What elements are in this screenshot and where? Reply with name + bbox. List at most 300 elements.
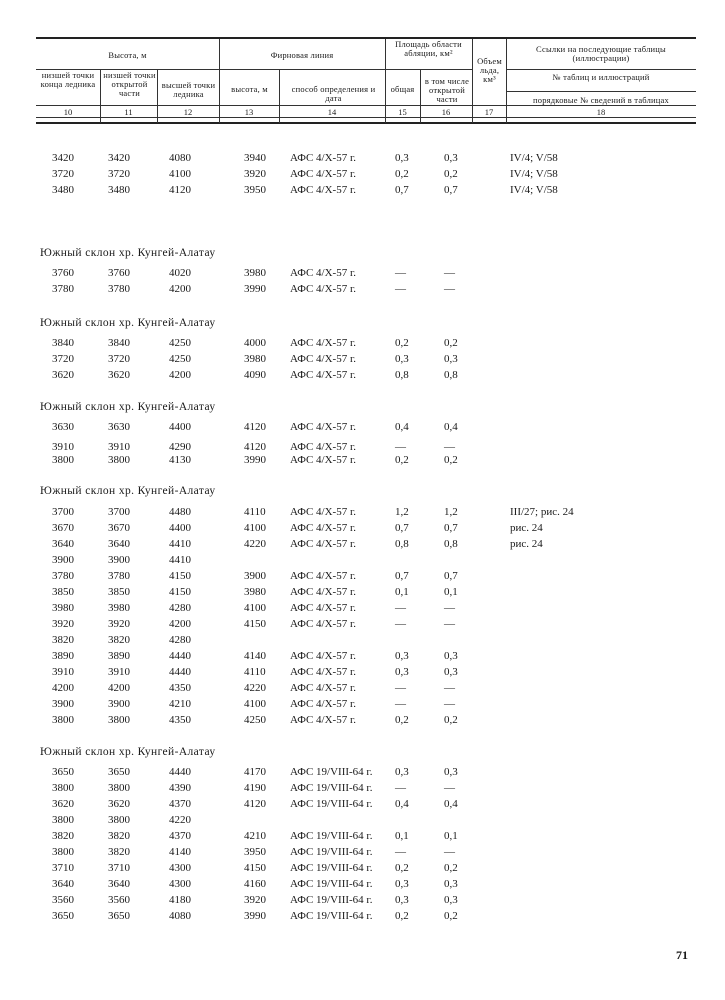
cell-c11: 3980 [108,602,130,614]
header-numbers-rule [36,117,696,118]
cell-c12: 4140 [169,846,191,858]
table-header [36,37,696,133]
cell-c13: 4220 [244,538,266,550]
cell-c10: 3650 [52,910,74,922]
table-row [0,781,725,796]
header-bottom-rule [36,122,696,124]
firn-group-rule [219,69,385,70]
cell-c11: 3670 [108,522,130,534]
table-row [0,845,725,860]
cell-c10: 3700 [52,506,74,518]
cell-c10: 3800 [52,814,74,826]
table-row [0,633,725,648]
cell-c12: 4390 [169,782,191,794]
cell-c16: 0,7 [444,184,458,196]
cell-c15: — [395,283,406,295]
cell-c14: АФС 4/X-57 г. [290,682,356,694]
table-row [0,453,725,468]
cell-c13: 3990 [244,283,266,295]
cell-c11: 3720 [108,353,130,365]
cell-c12: 4280 [169,602,191,614]
cell-c11: 3840 [108,337,130,349]
cell-c13: 3950 [244,184,266,196]
cell-c12: 4180 [169,894,191,906]
cell-c13: 3990 [244,910,266,922]
cell-c14: АФС 4/X-57 г. [290,618,356,630]
cell-c11: 3760 [108,267,130,279]
cell-c10: 3640 [52,538,74,550]
cell-c12: 4250 [169,353,191,365]
cell-c12: 4250 [169,337,191,349]
section-heading: Южный склон хр. Кунгей-Алатау [40,485,216,497]
cell-c11: 3780 [108,283,130,295]
cell-c15: 0,8 [395,369,409,381]
cell-c18: рис. 24 [510,538,543,550]
cell-c13: 3920 [244,168,266,180]
cell-c16: 0,2 [444,454,458,466]
cell-c12: 4120 [169,184,191,196]
cell-c12: 4020 [169,267,191,279]
cell-c16: 0,3 [444,878,458,890]
cell-c11: 3780 [108,570,130,582]
cell-c14: АФС 19/VIII-64 г. [290,910,373,922]
table-row [0,537,725,552]
cell-c13: 4100 [244,698,266,710]
cell-c15: 0,3 [395,766,409,778]
cell-c16: 0,2 [444,337,458,349]
cell-c10: 3840 [52,337,74,349]
cell-c12: 4200 [169,283,191,295]
cell-c15: 0,2 [395,862,409,874]
cell-c10: 3480 [52,184,74,196]
cell-c11: 3710 [108,862,130,874]
table-row [0,713,725,728]
cell-c14: АФС 19/VIII-64 г. [290,846,373,858]
table-row [0,797,725,812]
cell-c12: 4150 [169,586,191,598]
cell-c14: АФС 19/VIII-64 г. [290,766,373,778]
section-heading: Южный склон хр. Кунгей-Алатау [40,247,216,259]
col-number: 11 [124,107,133,117]
cell-c11: 3920 [108,618,130,630]
cell-c13: 4170 [244,766,266,778]
table-row [0,665,725,680]
cell-c14: АФС 4/X-57 г. [290,267,356,279]
cell-c16: 0,1 [444,830,458,842]
cell-c15: 0,7 [395,570,409,582]
cell-c12: 4400 [169,421,191,433]
table-row [0,183,725,198]
cell-c12: 4100 [169,168,191,180]
cell-c11: 3650 [108,910,130,922]
section-heading: Южный склон хр. Кунгей-Алатау [40,401,216,413]
cell-c12: 4290 [169,441,191,453]
cell-c13: 3990 [244,454,266,466]
table-row [0,877,725,892]
refs-sub2-label: порядковые № сведений в таблицах [533,95,669,105]
cell-c14: АФС 4/X-57 г. [290,506,356,518]
cell-c16: — [444,283,455,295]
cell-c13: 4140 [244,650,266,662]
group-firn-label: Фирновая линия [270,50,334,60]
cell-c11: 3800 [108,454,130,466]
cell-c12: 4410 [169,538,191,550]
cell-c10: 3710 [52,862,74,874]
group-refs-label: Ссылки на последующие таблицы (иллюстрации) [536,44,666,63]
cell-c15: 0,3 [395,878,409,890]
cell-c13: 3940 [244,152,266,164]
cell-c10: 3850 [52,586,74,598]
cell-c13: 4110 [244,506,266,518]
cell-c14: АФС 4/X-57 г. [290,152,356,164]
cell-c14: АФС 4/X-57 г. [290,441,356,453]
cell-c16: 0,3 [444,894,458,906]
cell-c13: 4150 [244,618,266,630]
table-row [0,697,725,712]
cell-c11: 3640 [108,878,130,890]
cell-c10: 3720 [52,353,74,365]
cell-c18: IV/4; V/58 [510,168,558,180]
cell-c14: АФС 4/X-57 г. [290,602,356,614]
table-row [0,553,725,568]
cell-c11: 4200 [108,682,130,694]
table-row [0,167,725,182]
cell-c12: 4200 [169,369,191,381]
col-number: 18 [596,107,606,117]
cell-c15: 0,3 [395,666,409,678]
col-number: 13 [244,107,254,117]
cell-c15: 0,2 [395,168,409,180]
cell-c12: 4220 [169,814,191,826]
cell-c11: 3910 [108,666,130,678]
cell-c16: — [444,441,455,453]
cell-c14: АФС 4/X-57 г. [290,337,356,349]
cell-c10: 3900 [52,698,74,710]
cell-c14: АФС 4/X-57 г. [290,650,356,662]
table-row [0,681,725,696]
cell-c12: 4130 [169,454,191,466]
cell-c10: 3650 [52,766,74,778]
cell-c12: 4350 [169,682,191,694]
table-row [0,765,725,780]
refs-sub-rule [506,91,696,92]
cell-c10: 3630 [52,421,74,433]
cell-c13: 3980 [244,267,266,279]
table-row [0,861,725,876]
page-number: 71 [676,948,688,962]
cell-c14: АФС 4/X-57 г. [290,522,356,534]
group-area-label: Площадь области абляции, км² [395,39,462,58]
cell-c11: 3900 [108,698,130,710]
cell-c15: 0,2 [395,714,409,726]
cell-c16: — [444,782,455,794]
cell-c10: 3800 [52,846,74,858]
table-row [0,909,725,924]
cell-c12: 4370 [169,830,191,842]
cell-c13: 4160 [244,878,266,890]
cell-c10: 3820 [52,634,74,646]
cell-c16: 0,2 [444,168,458,180]
cell-c10: 3760 [52,267,74,279]
cell-c15: — [395,267,406,279]
cell-c10: 3620 [52,369,74,381]
table-row [0,282,725,297]
cell-c14: АФС 4/X-57 г. [290,454,356,466]
cell-c12: 4150 [169,570,191,582]
cell-c14: АФС 4/X-57 г. [290,714,356,726]
cell-c11: 3620 [108,798,130,810]
cell-c13: 3950 [244,846,266,858]
area-group-rule [385,69,472,70]
cell-c12: 4210 [169,698,191,710]
cell-c12: 4400 [169,522,191,534]
cell-c13: 4190 [244,782,266,794]
header-sub-rule [36,105,696,106]
col-number: 14 [327,107,337,117]
cell-c10: 3420 [52,152,74,164]
cell-c11: 3820 [108,830,130,842]
cell-c13: 3900 [244,570,266,582]
table-row [0,601,725,616]
cell-c10: 3910 [52,666,74,678]
col-h-low-open-label: низшей точки открытой части [103,70,156,98]
cell-c14: АФС 4/X-57 г. [290,666,356,678]
cell-c11: 3640 [108,538,130,550]
cell-c12: 4440 [169,650,191,662]
cell-c16: — [444,618,455,630]
cell-c16: 0,2 [444,862,458,874]
header-top-rule [36,37,696,39]
cell-c10: 3980 [52,602,74,614]
cell-c16: 0,3 [444,353,458,365]
cell-c11: 3700 [108,506,130,518]
cell-c15: — [395,846,406,858]
cell-c16: 0,8 [444,369,458,381]
table-row [0,368,725,383]
cell-c16: 0,3 [444,650,458,662]
cell-c15: 0,8 [395,538,409,550]
cell-c11: 3900 [108,554,130,566]
col-firn-method-label: способ определения и дата [291,84,376,103]
cell-c13: 4150 [244,862,266,874]
cell-c15: — [395,602,406,614]
cell-c14: АФС 4/X-57 г. [290,421,356,433]
cell-c10: 3800 [52,782,74,794]
cell-c18: III/27; рис. 24 [510,506,574,518]
cell-c16: 0,4 [444,421,458,433]
cell-c15: — [395,698,406,710]
cell-c11: 3560 [108,894,130,906]
cell-c14: АФС 19/VIII-64 г. [290,782,373,794]
cell-c15: 0,7 [395,184,409,196]
cell-c13: 4120 [244,421,266,433]
cell-c14: АФС 19/VIII-64 г. [290,798,373,810]
cell-c12: 4440 [169,766,191,778]
cell-c14: АФС 19/VIII-64 г. [290,878,373,890]
cell-c11: 3650 [108,766,130,778]
cell-c15: 0,4 [395,798,409,810]
cell-c16: — [444,602,455,614]
cell-c11: 3800 [108,782,130,794]
cell-c12: 4350 [169,714,191,726]
cell-c15: 0,4 [395,421,409,433]
table-row [0,569,725,584]
cell-c14: АФС 4/X-57 г. [290,168,356,180]
cell-c15: 0,2 [395,910,409,922]
cell-c11: 3850 [108,586,130,598]
cell-c13: 4100 [244,602,266,614]
cell-c16: 0,3 [444,152,458,164]
cell-c10: 3910 [52,441,74,453]
table-row [0,585,725,600]
table-row [0,336,725,351]
col-area-total-label: общая [390,84,415,94]
cell-c16: 0,3 [444,666,458,678]
cell-c11: 3910 [108,441,130,453]
cell-c10: 3900 [52,554,74,566]
cell-c10: 4200 [52,682,74,694]
cell-c12: 4080 [169,152,191,164]
col-number: 15 [398,107,407,117]
cell-c10: 3720 [52,168,74,180]
cell-c15: 0,3 [395,650,409,662]
cell-c12: 4280 [169,634,191,646]
table-row [0,505,725,520]
group-height-label: Высота, м [108,50,147,60]
cell-c16: 0,8 [444,538,458,550]
cell-c14: АФС 4/X-57 г. [290,369,356,381]
cell-c16: 0,4 [444,798,458,810]
cell-c10: 3780 [52,283,74,295]
cell-c18: IV/4; V/58 [510,152,558,164]
table-row [0,521,725,536]
cell-c11: 3630 [108,421,130,433]
table-row [0,266,725,281]
cell-c10: 3800 [52,714,74,726]
table-row [0,649,725,664]
cell-c10: 3820 [52,830,74,842]
cell-c12: 4300 [169,878,191,890]
section-heading: Южный склон хр. Кунгей-Алатау [40,317,216,329]
cell-c10: 3800 [52,454,74,466]
cell-c13: 4110 [244,666,266,678]
cell-c13: 4220 [244,682,266,694]
refs-sub1-label: № таблиц и иллюстраций [552,72,650,82]
cell-c16: 0,7 [444,570,458,582]
cell-c12: 4080 [169,910,191,922]
cell-c14: АФС 4/X-57 г. [290,586,356,598]
cell-c15: 0,3 [395,353,409,365]
cell-c16: 1,2 [444,506,458,518]
cell-c16: — [444,846,455,858]
cell-c12: 4410 [169,554,191,566]
cell-c14: АФС 19/VIII-64 г. [290,862,373,874]
cell-c13: 4210 [244,830,266,842]
cell-c16: 0,7 [444,522,458,534]
cell-c13: 4090 [244,369,266,381]
cell-c11: 3820 [108,634,130,646]
cell-c13: 3980 [244,586,266,598]
table-row [0,829,725,844]
cell-c18: IV/4; V/58 [510,184,558,196]
cell-c11: 3820 [108,846,130,858]
col-firn-height-label: высота, м [231,84,268,94]
col-area-open-label: в том числе открытой части [424,76,470,104]
table-row [0,352,725,367]
cell-c11: 3420 [108,152,130,164]
cell-c13: 4000 [244,337,266,349]
cell-c13: 3920 [244,894,266,906]
cell-c13: 4100 [244,522,266,534]
cell-c16: — [444,682,455,694]
cell-c15: — [395,618,406,630]
cell-c14: АФС 4/X-57 г. [290,570,356,582]
cell-c14: АФС 4/X-57 г. [290,538,356,550]
cell-c11: 3800 [108,714,130,726]
cell-c11: 3480 [108,184,130,196]
cell-c15: — [395,782,406,794]
cell-c13: 4120 [244,441,266,453]
cell-c15: — [395,682,406,694]
cell-c10: 3780 [52,570,74,582]
cell-c13: 4250 [244,714,266,726]
cell-c14: АФС 4/X-57 г. [290,353,356,365]
cell-c10: 3620 [52,798,74,810]
cell-c16: — [444,267,455,279]
col-number: 17 [484,107,494,117]
col-h-low-end-label: низшей точки конца ледника [40,70,96,89]
cell-c11: 3800 [108,814,130,826]
col-number: 16 [441,107,451,117]
table-row [0,617,725,632]
col-h-high-label: высшей точки ледника [161,80,216,99]
table-row [0,420,725,435]
cell-c15: 0,1 [395,830,409,842]
cell-c14: АФС 19/VIII-64 г. [290,830,373,842]
cell-c10: 3560 [52,894,74,906]
cell-c13: 4120 [244,798,266,810]
cell-c14: АФС 4/X-57 г. [290,184,356,196]
col-volume-label: Объем льда, км³ [477,56,502,84]
cell-c12: 4480 [169,506,191,518]
cell-c15: 1,2 [395,506,409,518]
cell-c12: 4200 [169,618,191,630]
table-row [0,893,725,908]
cell-c15: 0,2 [395,337,409,349]
cell-c15: — [395,441,406,453]
cell-c14: АФС 4/X-57 г. [290,698,356,710]
refs-group-rule [506,69,696,70]
col-number: 10 [63,107,73,117]
cell-c12: 4370 [169,798,191,810]
cell-c15: 0,1 [395,586,409,598]
table-row [0,813,725,828]
cell-c15: 0,2 [395,454,409,466]
cell-c16: 0,2 [444,714,458,726]
cell-c13: 3980 [244,353,266,365]
table-row [0,151,725,166]
cell-c16: 0,1 [444,586,458,598]
cell-c16: 0,3 [444,766,458,778]
cell-c12: 4300 [169,862,191,874]
cell-c11: 3720 [108,168,130,180]
cell-c14: АФС 4/X-57 г. [290,283,356,295]
cell-c15: 0,3 [395,152,409,164]
cell-c11: 3620 [108,369,130,381]
cell-c12: 4440 [169,666,191,678]
cell-c10: 3890 [52,650,74,662]
cell-c18: рис. 24 [510,522,543,534]
